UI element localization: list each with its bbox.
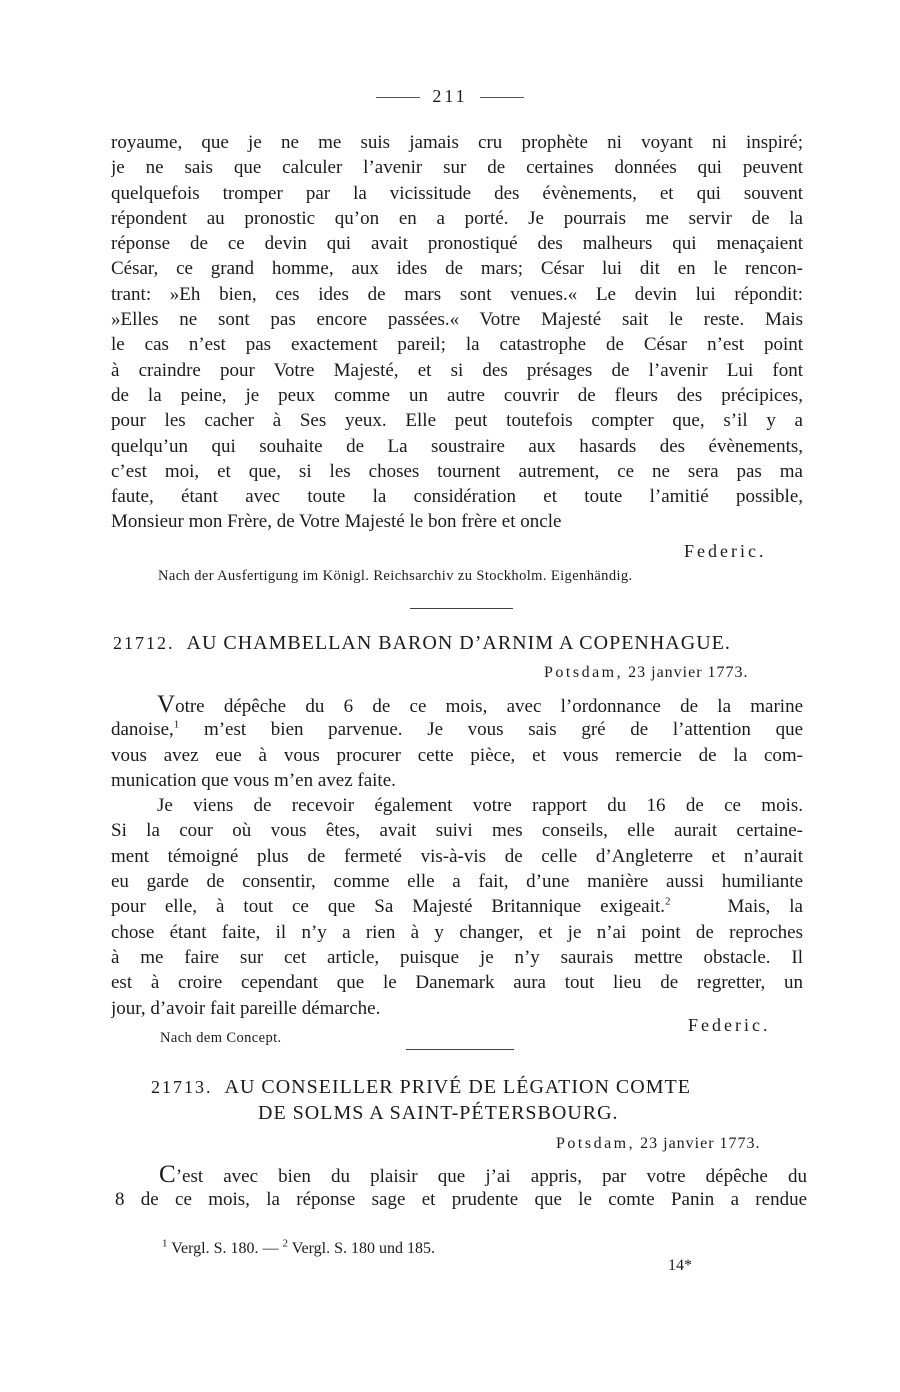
text-line: 8 de ce mois, la réponse sage et prudente que le comte Panin a rendue (115, 1189, 807, 1211)
text-line: répondent au pronostic qu’on en a porté. Je pourrais me servir de la (111, 207, 803, 229)
text-line: royaume, que je ne me suis jamais cru prophète ni voyant ni inspiré; (111, 132, 803, 153)
footnote-text: Vergl. S. 180 und 185. (291, 1240, 435, 1257)
text-line: eu garde de consentir, comme elle a fait, d’une manière aussi humiliante (111, 871, 803, 893)
text-line: faute, étant avec toute la considération et toute l’amitié possible, (111, 486, 803, 508)
text-line: trant: »Eh bien, ces ides de mars sont venues.« Le devin lui répondit: (111, 283, 803, 305)
footnote-mark: 2 (282, 1237, 288, 1250)
footnote-mark: 1 (173, 718, 180, 731)
text-line: à me faire sur cet article, puisque je n’y saurais mettre obstacle. Il (111, 946, 803, 968)
signature: Federic. (684, 541, 767, 561)
page-number: 211 (432, 86, 468, 106)
text-line: à craindre pour Votre Majesté, et si des présages de l’avenir Lui font (111, 359, 803, 381)
letter-title-line2: DE SOLMS A SAINT-PÉTERSBOURG. (258, 1102, 619, 1124)
text-line: pour les cacher à Ses yeux. Elle peut toutefois compter que, s’il y a (111, 410, 803, 432)
header-dash-left (376, 97, 420, 98)
text-segment: Mais, la (727, 896, 803, 918)
drop-cap: V (157, 692, 176, 718)
text-line: César, ce grand homme, aux ides de mars; César lui dit en le rencon- (111, 258, 803, 280)
letter-date (556, 1135, 761, 1153)
section-divider (406, 1049, 514, 1050)
text-line: Monsieur mon Frère, de Votre Majesté le bon frère et oncle (111, 511, 562, 533)
date-text: 23 janvier 1773. (640, 1135, 761, 1152)
footnote-text: Vergl. S. 180. — (171, 1240, 279, 1257)
text-line: réponse de ce devin qui avait pronostiqué des malheurs qui menaçaient (111, 233, 803, 255)
letter-number: 21713. (151, 1077, 213, 1097)
signature-mark: 14* (668, 1257, 692, 1274)
date-place: Potsdam, (544, 664, 624, 681)
text-line: est à croire cependant que le Danemark aura tout lieu de regretter, un (111, 972, 803, 994)
source-note: Nach dem Concept. (160, 1030, 282, 1046)
text-line: de la peine, je peux comme un autre couvrir de fleurs des précipices, (111, 384, 803, 406)
letter-title: AU CHAMBELLAN BARON D’ARNIM A COPENHAGUE. (186, 632, 731, 654)
page-header (0, 86, 900, 107)
header-dash-right (480, 97, 524, 98)
letter-body (111, 692, 803, 1021)
letter-number: 21712. (113, 633, 175, 653)
text-line: c’est moi, et que, si les choses tournent autrement, ce ne sera pas ma (111, 460, 803, 482)
footnote-mark: 2 (665, 896, 671, 909)
text-line: Je viens de recevoir également votre rapport du 16 de ce mois. (157, 795, 803, 817)
footnote-mark: 1 (162, 1237, 168, 1250)
text-line: chose étant faite, il n’y a rien à y changer, et je n’ai point de reproches (111, 921, 803, 943)
text-line: ment témoigné plus de fermeté vis-à-vis de celle d’Angleterre et n’aurait (111, 845, 803, 867)
text-segment: m’est bien parvenue. Je vous sais gré de l’attention que (203, 719, 803, 741)
text-line (111, 717, 803, 742)
text-line: quelqu’un qui souhaite de La soustraire aux hasards des évènements, (111, 435, 803, 457)
text-line: »Elles ne sont pas encore passées.« Votre Majesté sait le reste. Mais (111, 309, 803, 331)
letter-heading (113, 632, 731, 655)
text-line (111, 894, 803, 919)
letter-body (115, 1162, 807, 1213)
text-line: munication que vous m’en avez faite. (111, 769, 396, 791)
date-place: Potsdam, (556, 1135, 636, 1152)
text-line (111, 692, 803, 717)
text-line: le cas n’est pas exactement pareil; la catastrophe de César n’est point (111, 334, 803, 356)
source-note: Nach der Ausfertigung im Königl. Reichsarchiv zu Stockholm. Eigenhändig. (158, 568, 633, 584)
date-text: 23 janvier 1773. (628, 664, 749, 681)
letter-heading (151, 1076, 691, 1099)
text-segment: pour elle, à tout ce que Sa Majesté Britannique exigeait. (111, 896, 666, 918)
text-line (115, 1162, 807, 1187)
text-segment: otre dépêche du 6 de ce mois, avec l’ordonnance de la marine (175, 696, 803, 717)
text-line: jour, d’avoir fait pareille démarche. (111, 997, 381, 1019)
footnotes (162, 1237, 435, 1258)
section-divider (410, 608, 513, 609)
text-segment: ’est avec bien du plaisir que j’ai appris, par votre dépêche du (175, 1166, 807, 1187)
letter-continuation (111, 130, 803, 535)
letter-date (544, 664, 749, 682)
letter-title-line1: AU CONSEILLER PRIVÉ DE LÉGATION COMTE (224, 1076, 691, 1098)
text-segment: danoise, (111, 719, 174, 741)
drop-cap: C (159, 1162, 176, 1188)
text-line: je ne sais que calculer l’avenir sur de certaines données qui peuvent (111, 157, 803, 179)
signature: Federic. (688, 1015, 771, 1035)
text-line: Si la cour où vous êtes, avait suivi mes conseils, elle aurait certaine- (111, 820, 803, 842)
text-line: quelquefois tromper par la vicissitude des évènements, et qui souvent (111, 182, 803, 204)
text-line: vous avez eue à vous procurer cette pièce, et vous remercie de la com- (111, 744, 803, 766)
